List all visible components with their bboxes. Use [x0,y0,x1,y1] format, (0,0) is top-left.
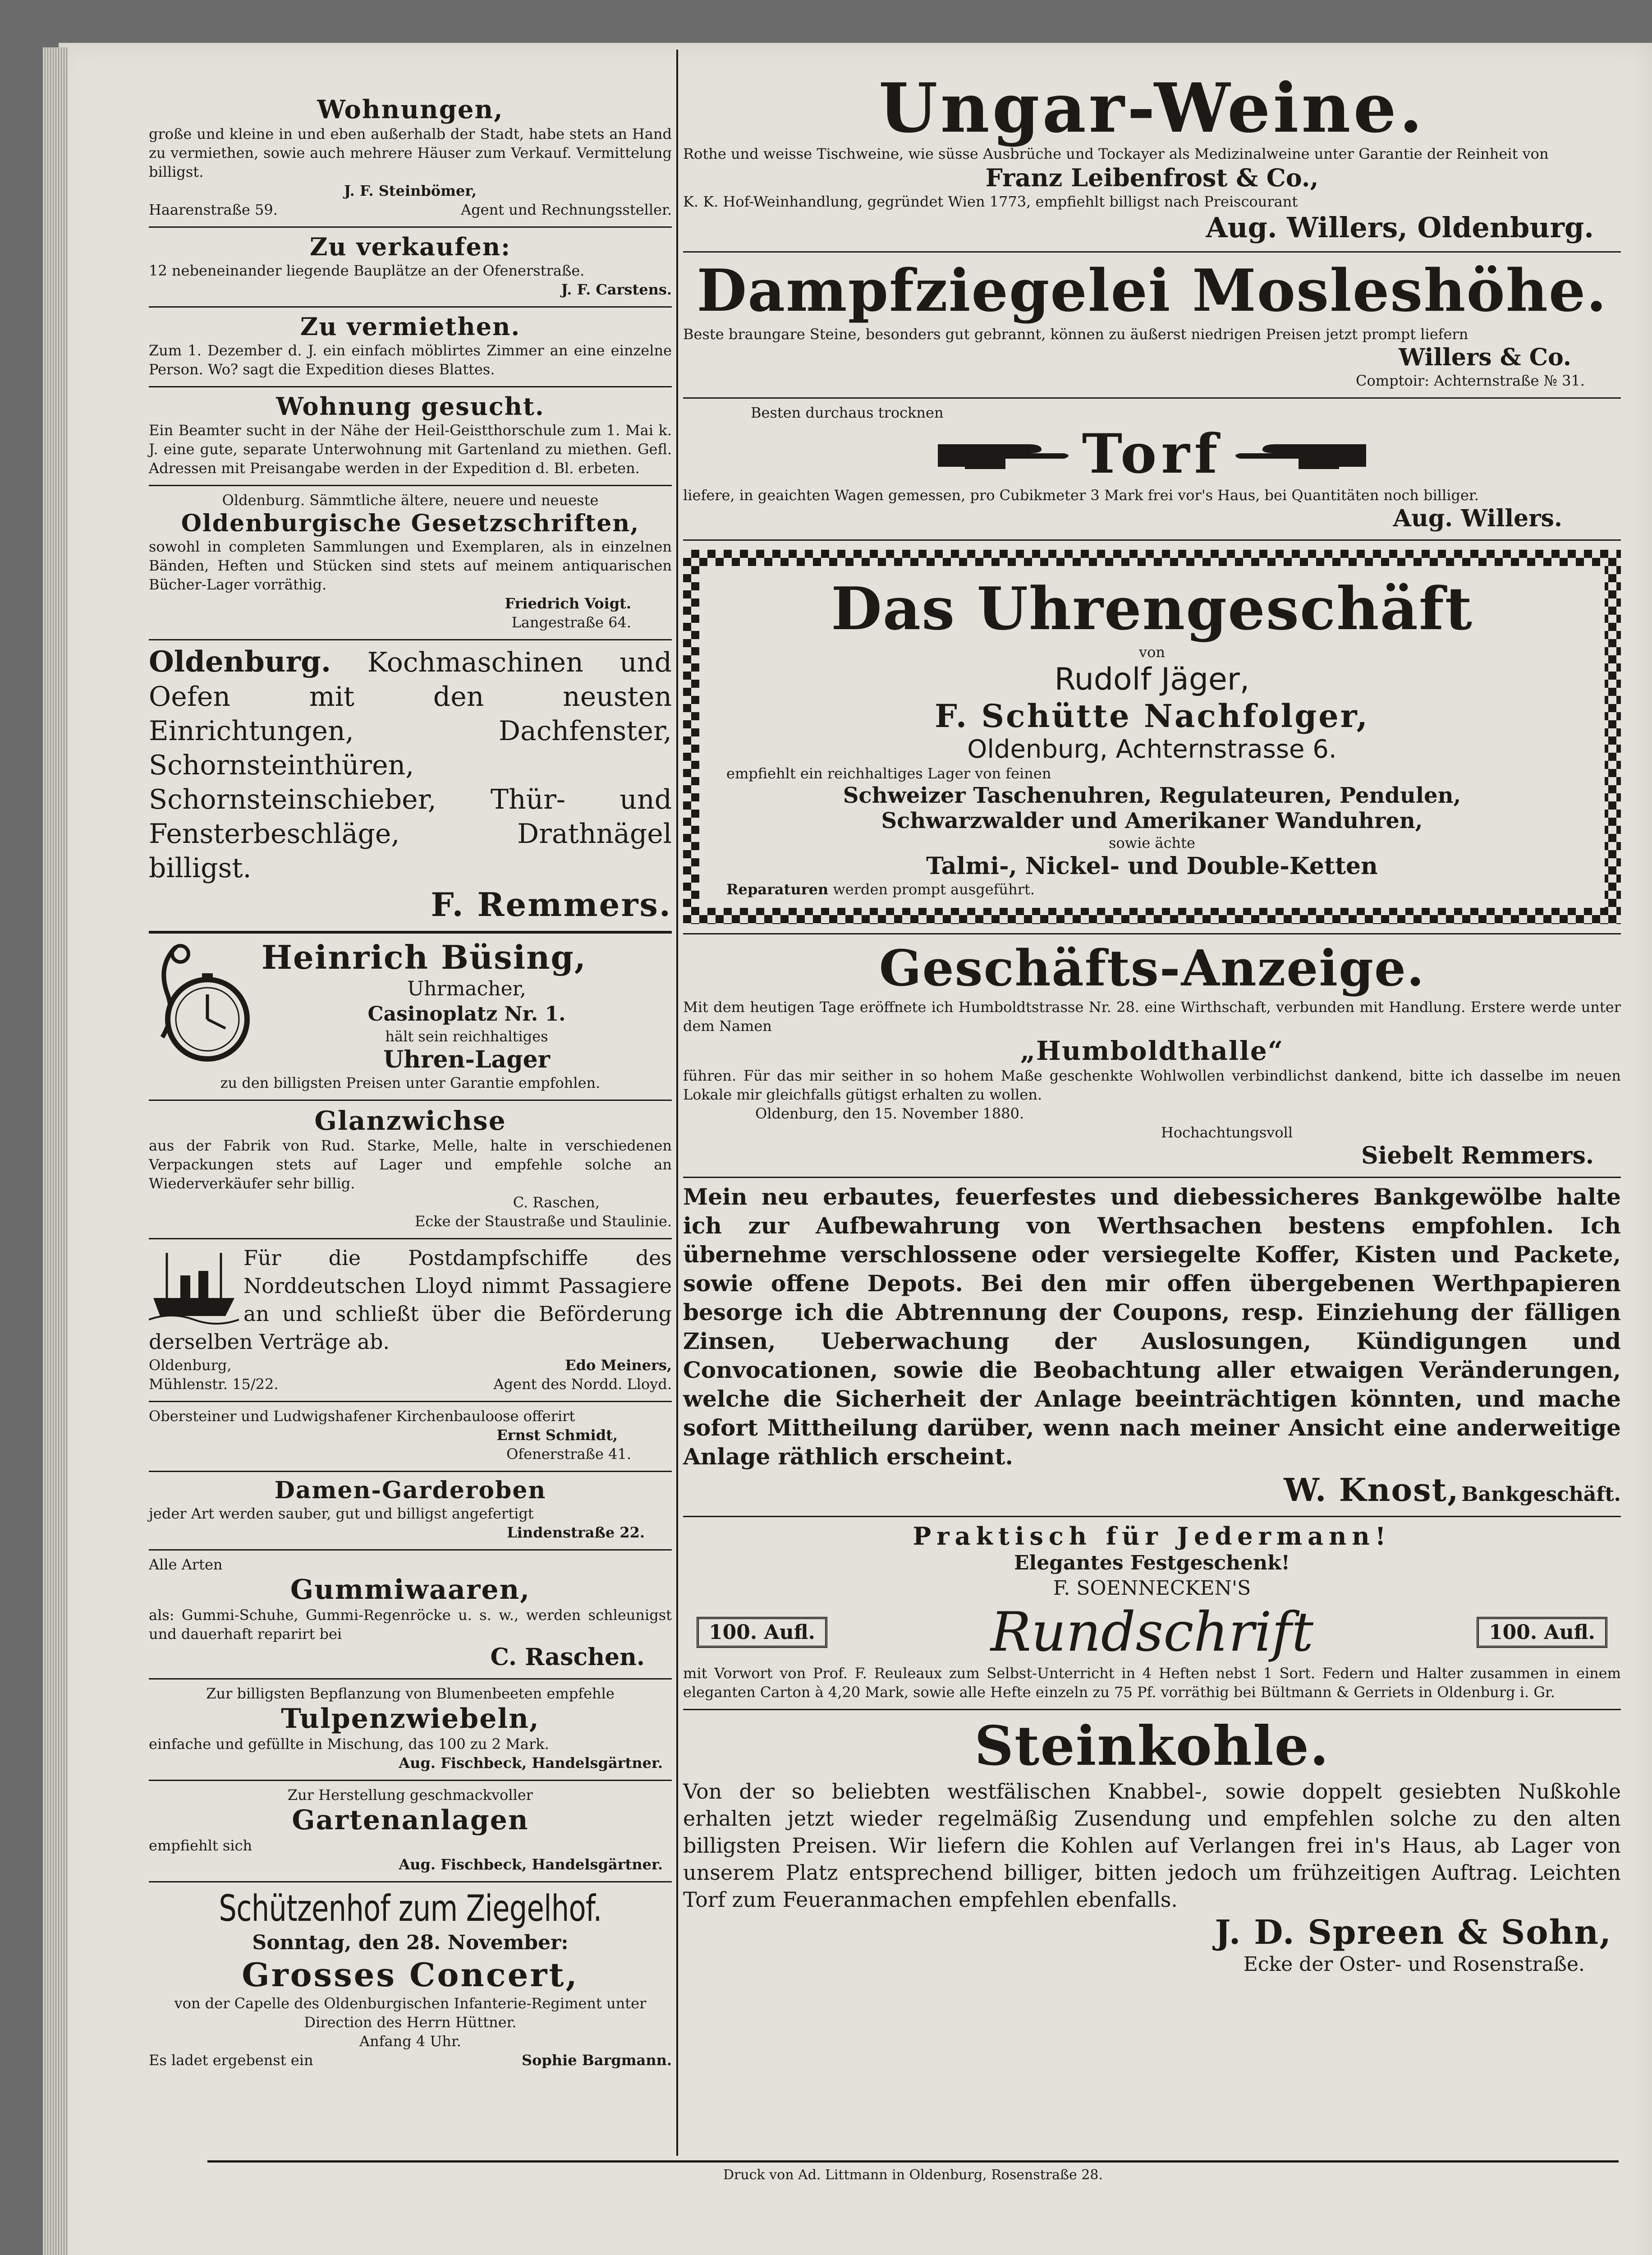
ad-signer: J. F. Steinbömer, [344,182,477,199]
ad-uhrengeschaeft [683,541,1621,934]
ad-body: Rothe und weisse Tischweine, wie süsse Ausbrüche und Tockayer als Medizinalweine unter Garantie der Reinheit von [683,145,1549,162]
right-column [683,45,1621,1984]
ad-signer: W. Knost, [1284,1471,1459,1509]
ad-author: F. SOENNECKEN'S [1053,1577,1251,1600]
ad-title: Heinrich Büsing, [262,938,587,976]
ad-title: Zu verkaufen: [309,232,511,261]
ad-address: Ecke der Staustraße und Staulinie. [414,1213,672,1230]
ad-signer: F. Remmers. [431,885,672,924]
ad-signer: Aug. Willers. [1393,505,1562,532]
ad-place-date: Oldenburg, den 15. November 1880. [755,1105,1024,1122]
ad-role: Bankgeschäft. [1461,1483,1621,1506]
ad-title: Torf [1082,422,1222,486]
ad-role: Agent des Nordd. Lloyd. [493,1376,672,1393]
ad-repair-text: werden prompt ausgeführt. [833,881,1035,898]
ad-title: Rundschrift [990,1601,1314,1664]
ad-owner: Rudolf Jäger, [1054,662,1250,697]
ad-body: Beste braungare Steine, besonders gut gebrannt, können zu äußerst niedrigen Preisen jetzt prompt liefern [683,326,1468,343]
ad-sub: Elegantes Festgeschenk! [1014,1551,1290,1574]
ad-schuetzenhof [149,1882,672,2077]
ad-signer: Aug. Fischbeck, Handelsgärtner. [399,1856,663,1873]
ad-lead: Zur billigsten Bepflanzung von Blumenbeeten empfehle [206,1685,615,1702]
ad-bankgewoelbe [683,1178,1621,1517]
left-column [149,45,672,2077]
ad-body: jeder Art werden sauber, gut und billigst angefertigt [149,1505,534,1522]
ad-headline: Praktisch für Jedermann! [913,1522,1391,1551]
ad-lead: Oldenburg. Sämmtliche ältere, neuere und neueste [222,492,599,509]
ad-body: mit Vorwort von Prof. F. Reuleaux zum Selbst-Unterricht in 4 Heften nebst 1 Sort. Federn und Halter zusammen in einem eleganten Carton à 4,20 Mark, sowie alle Hefte einzeln zu 75 Pf. vorräthig bei Bültmann & Gerriets in Oldenburg i. Gr. [683,1665,1621,1701]
footer-imprint: Druck von Ad. Littmann in Oldenburg, Rosenstraße 28. [723,2167,1103,2183]
ad-remmers [149,640,672,934]
steamship-icon [149,1244,239,1325]
column-divider [676,50,678,2156]
ad-signer: Siebelt Remmers. [1361,1142,1594,1169]
ad-signer: Aug. Willers, Oldenburg. [1206,211,1594,244]
ad-title: Glanzwichse [314,1105,506,1136]
ad-product: Uhren-Lager [383,1046,551,1073]
ad-signer: C. Raschen, [513,1194,600,1211]
page-edges [43,47,68,2255]
ad-body: führen. Für das mir seither in so hohem Maße geschenkte Wohlwollen verbindlichst dankend, bitte ich dasselbe im neuen Lokale mir gleichfalls gütigst erhalten zu wollen. [683,1067,1621,1103]
ad-address: Ofenerstraße 41. [506,1445,631,1463]
ad-greeting: Hochachtungsvoll [1161,1124,1293,1141]
ad-address: Comptoir: Achternstraße № 31. [1355,372,1585,389]
ad-body: Von der so beliebten westfälischen Knabbel-, sowie doppelt gesiebten Nußkohle erhalten jetzt wieder regelmäßig Zusendung und empfehlen solche zu den alten billigsten Preisen. Wir liefern die Kohlen auf Verlangen frei in's Haus, ab Lager von unserem Platz entsprechend billiger, bitten jedoch um frühzeitigen Auftrag. Leichten Torf zum Feueranmachen empfehlen ebenfalls. [683,1779,1621,1912]
checkered-frame [683,550,1621,924]
ad-zu-vermiethen [149,308,672,387]
ad-title: Steinkohle. [974,1714,1330,1778]
ad-signer: Aug. Fischbeck, Handelsgärtner. [399,1754,663,1772]
ad-body: von der Capelle des Oldenburgischen Infanterie-Regiment unter Direction des Herrn Hüttner. [174,1995,647,2031]
ad-title: Oldenburgische Gesetzschriften, [181,510,640,537]
ad-title: Ungar-Weine. [878,69,1426,148]
pocket-watch-icon [149,938,252,1073]
ad-kirchenbauloose [149,1402,672,1472]
ad-title: Tulpenzwiebeln, [281,1703,540,1735]
ad-products-2: Schwarzwalder und Amerikaner Wanduhren, [881,808,1423,833]
ad-address: Langestraße 64. [511,614,631,631]
ad-wohnung-gesucht [149,387,672,486]
ad-body: aus der Fabrik von Rud. Starke, Melle, halte in verschiedenen Verpackungen stets auf Lager und empfehle solche an Wiederverkäufer sehr billig. [149,1137,672,1192]
ad-body: Mit dem heutigen Tage eröffnete ich Humboldtstrasse Nr. 28. eine Wirthschaft, verbunden mit Handlung. Erstere werde unter dem Namen [683,999,1621,1035]
ad-place: Oldenburg. [149,645,331,679]
ad-body: 12 nebeneinander liegende Bauplätze an der Ofenerstraße. [149,262,585,279]
ad-gummiwaaren [149,1551,672,1680]
ad-buesing [149,934,672,1101]
ad-line2: zu den billigsten Preisen unter Garantie empfohlen. [220,1074,601,1091]
ad-wohnungen [149,45,672,228]
ad-title: Wohnungen, [317,95,504,124]
ad-title: Das Uhrengeschäft [831,574,1473,643]
ad-invite: Es ladet ergebenst ein [149,2052,313,2069]
ad-address: Casinoplatz Nr. 1. [367,1003,566,1026]
ad-products-3: Talmi-, Nickel- und Double-Ketten [926,852,1378,880]
ad-lead: Besten durchaus trocknen [751,404,944,421]
edition-badge-right: 100. Aufl. [1477,1617,1607,1648]
ad-damen-garderoben [149,1472,672,1551]
ad-gartenanlagen [149,1781,672,1882]
ad-gesetzschriften [149,486,672,640]
ad-body: Ein Beamter sucht in der Nähe der Heil-Geistthorschule zum 1. Mai k. J. eine gute, separate Unterwohnung mit Gartenland zu miethen. Gefl. Adressen mit Preisangabe werden in der Expedition d. Bl. erbeten. [149,422,672,477]
ad-geschaefts-anzeige [683,934,1621,1178]
ad-title: Geschäfts-Anzeige. [879,939,1425,997]
ad-event: Grosses Concert, [242,1956,579,1994]
ad-products-1: Schweizer Taschenuhren, Regulateuren, Pendulen, [843,783,1461,808]
ad-lead: empfiehlt ein reichhaltiges Lager von feinen [726,765,1051,782]
ad-address: Lindenstraße 22. [507,1524,645,1541]
ad-lead: Zur Herstellung geschmackvoller [287,1786,533,1804]
ad-zu-verkaufen [149,228,672,308]
ad-body: Mein neu erbautes, feuerfestes und diebessicheres Bankgewölbe halte ich zur Aufbewahrung von Werthsachen bestens empfohlen. Ich übernehme verschlossene oder versiegelte Koffer, Kisten und Packete, sowie offene Depots. Bei den mir offen übergebenen Werthpapieren besorge ich die Abtrennung der Coupons, resp. Einziehung der fälligen Zinsen, Ueberwachung der Auslosungen, Kündigungen und Convocationen, sowie die Beobachtung aller etwaigen Veränderungen, welche die Sicherheit der Anlage beeinträchtigen könnten, und mache sofort Mittheilung darüber, wenn nach meiner Ansicht eine anderweitige Anlage räthlich erscheint. [683,1183,1621,1470]
ad-dampfziegelei [683,253,1621,399]
ad-tulpenzwiebeln [149,1680,672,1781]
ad-body: liefere, in geaichten Wagen gemessen, pro Cubikmeter 3 Mark frei vor's Haus, bei Quantitäten noch billiger. [683,487,1479,504]
ad-torf [683,399,1621,541]
ad-place: Oldenburg, [149,1357,232,1374]
ad-ungar-weine [683,45,1621,253]
ad-glanzwichse [149,1101,672,1239]
ad-steinkohle [683,1710,1621,1984]
ad-body: große und kleine in und eben außerhalb der Stadt, habe stets an Hand zu vermiethen, sowie auch mehrere Häuser zum Verkauf. Vermittelung billigst. [149,125,672,180]
ad-body: empfiehlt sich [149,1837,252,1854]
ad-successor: F. Schütte Nachfolger, [935,697,1369,735]
ad-sowie: sowie ächte [1109,834,1195,851]
ad-address: Ecke der Oster- und Rosenstraße. [1243,1953,1585,1976]
ad-title: Damen-Garderoben [274,1477,546,1504]
ad-body: Kochmaschinen und Oefen mit den neusten Einrichtungen, Dachfenster, Schornsteinthüren, Schornsteinschieber, Thür- und Fensterbeschläge, Drathnägel billigst. [149,647,672,884]
ad-address: Mühlenstr. 15/22. [149,1376,279,1393]
ad-name: „Humboldthalle“ [1020,1035,1284,1066]
ad-role: Agent und Rechnungssteller. [461,201,672,218]
ad-address: Haarenstraße 59. [149,201,278,218]
ad-profession: Uhrmacher, [407,977,526,1000]
ad-body: Für die Postdampfschiffe des Norddeutschen Lloyd nimmt Passagiere an und schließt über die Beförderung derselben Verträge ab. [149,1246,672,1354]
edition-badge-left: 100. Aufl. [697,1617,827,1648]
ad-title: Gummiwaaren, [290,1574,531,1606]
ad-body: K. K. Hof-Weinhandlung, gegründet Wien 1773, empfiehlt billigst nach Preiscourant [683,193,1298,210]
ad-body: Obersteiner und Ludwigshafener Kirchenbauloose offerirt [149,1408,575,1425]
ad-body: als: Gummi-Schuhe, Gummi-Regenröcke u. s. w., werden schleunigst und dauerhaft reparirt bei [149,1606,672,1643]
ad-body: Zum 1. Dezember d. J. ein einfach möblirtes Zimmer an eine einzelne Person. Wo? sagt die Expedition dieses Blattes. [149,342,672,378]
ad-rundschrift [683,1517,1621,1710]
pointing-hand-left-icon [1231,431,1366,478]
ad-signer: Ernst Schmidt, [496,1427,618,1444]
ad-address: Oldenburg, Achternstrasse 6. [967,735,1337,764]
ad-signer: Willers & Co. [1399,344,1571,371]
ad-lead: Alle Arten [149,1556,223,1573]
ad-signer: Edo Meiners, [565,1357,672,1374]
ad-date: Sonntag, den 28. November: [252,1931,569,1954]
ad-title: Schützenhof zum Ziegelhof. [219,1887,602,1929]
ad-signer: J. D. Spreen & Sohn, [1215,1913,1612,1952]
ad-signer: Friedrich Voigt. [505,595,631,612]
ad-signer: C. Raschen. [490,1643,645,1671]
ad-signer: J. F. Carstens. [561,281,672,298]
ad-title: Wohnung gesucht. [276,392,545,421]
ad-firm: Franz Leibenfrost & Co., [985,163,1319,192]
footer-rule [207,2160,1619,2163]
ad-postdampfschiffe [149,1239,672,1402]
pointing-hand-right-icon [938,431,1073,478]
ad-body: sowohl in completen Sammlungen und Exemplaren, als in einzelnen Bänden, Heften und Stücken sind stets auf meinem antiquarischen Bücher-Lager vorräthig. [149,538,672,593]
ad-repair-label: Reparaturen [726,881,829,898]
ad-von: von [1139,644,1165,661]
ad-title: Dampfziegelei Mosleshöhe. [697,257,1607,325]
ad-body: einfache und gefüllte in Mischung, das 100 zu 2 Mark. [149,1735,549,1753]
ad-title: Zu vermiethen. [300,312,521,341]
ad-title: Gartenanlagen [292,1804,529,1836]
ad-line1: hält sein reichhaltiges [385,1028,548,1045]
ad-signer: Sophie Bargmann. [521,2052,672,2069]
ad-start: Anfang 4 Uhr. [359,2033,461,2050]
